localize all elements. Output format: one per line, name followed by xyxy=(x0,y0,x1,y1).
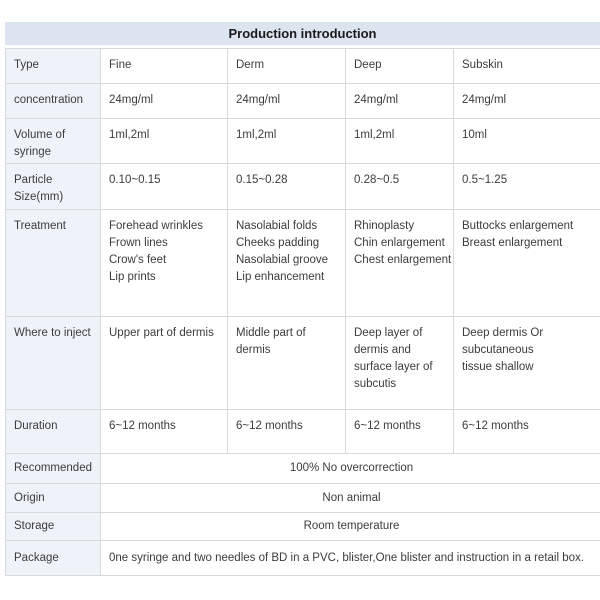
cell-line: Crow's feet xyxy=(109,254,167,266)
value-cell xyxy=(101,164,228,210)
table-row xyxy=(6,119,600,164)
value-cell xyxy=(454,210,600,317)
cell-line: 24mg/ml xyxy=(109,94,154,106)
cell-line: syringe xyxy=(14,146,52,158)
value-cell xyxy=(454,164,600,210)
cell-line: Recommended xyxy=(14,462,92,474)
cell-line: Treatment xyxy=(14,220,66,232)
value-cell xyxy=(454,84,600,119)
row-label-cell xyxy=(6,484,101,513)
value-cell xyxy=(454,49,600,84)
cell-line: Deep xyxy=(354,59,382,71)
cell-line: subcutis xyxy=(354,378,397,390)
row-label-cell xyxy=(6,317,101,410)
value-cell-merged: 0ne syringe and two needles of BD in a PVC, blister,One blister and instruction in a retail box. xyxy=(101,541,600,576)
cell-line: Frown lines xyxy=(109,237,168,249)
value-cell xyxy=(228,49,346,84)
table-row xyxy=(6,317,600,410)
cell-line: Deep layer of xyxy=(354,327,423,339)
row-label-cell xyxy=(6,513,101,541)
cell-line: Cheeks padding xyxy=(236,237,320,249)
value-cell-merged: 100% No overcorrection xyxy=(101,454,600,484)
cell-line: subcutaneous xyxy=(462,344,534,356)
cell-line: 0.15~0.28 xyxy=(236,174,288,186)
table-row xyxy=(6,541,600,576)
cell-line: 6~12 months xyxy=(109,420,176,432)
cell-line: Storage xyxy=(14,520,55,532)
cell-line: Nasolabial folds xyxy=(236,220,318,232)
value-cell xyxy=(346,410,454,454)
cell-line: Particle xyxy=(14,174,53,186)
table-title: Production introduction xyxy=(5,22,600,45)
cell-line: Rhinoplasty xyxy=(354,220,415,232)
value-cell xyxy=(346,119,454,164)
cell-line: Where to inject xyxy=(14,327,91,339)
value-cell xyxy=(346,317,454,410)
cell-line: Lip enhancement xyxy=(236,271,325,283)
cell-line: Deep dermis Or xyxy=(462,327,544,339)
cell-line: Upper part of dermis xyxy=(109,327,214,339)
row-label-cell xyxy=(6,49,101,84)
value-cell xyxy=(346,164,454,210)
cell-line: 6~12 months xyxy=(354,420,421,432)
cell-line: 0.10~0.15 xyxy=(109,174,161,186)
cell-line: 6~12 months xyxy=(236,420,303,432)
row-label-cell xyxy=(6,541,101,576)
cell-line: Fine xyxy=(109,59,132,71)
table-row xyxy=(6,454,600,484)
cell-line: dermis xyxy=(236,344,271,356)
table-row xyxy=(6,410,600,454)
table-row xyxy=(6,484,600,513)
cell-line: Package xyxy=(14,551,59,564)
cell-line: 0.28~0.5 xyxy=(354,174,400,186)
value-cell xyxy=(228,210,346,317)
cell-line: 10ml xyxy=(462,129,487,141)
cell-line: Nasolabial groove xyxy=(236,254,329,266)
value-cell xyxy=(101,84,228,119)
cell-line: 24mg/ml xyxy=(236,94,281,106)
cell-line: 6~12 months xyxy=(462,420,529,432)
cell-line: 1ml,2ml xyxy=(354,129,395,141)
cell-line: Chin enlargement xyxy=(354,237,445,249)
value-cell xyxy=(228,119,346,164)
table-row xyxy=(6,513,600,541)
cell-line: concentration xyxy=(14,94,84,106)
cell-line: Middle part of xyxy=(236,327,306,339)
cell-line: 1ml,2ml xyxy=(236,129,277,141)
table-row xyxy=(6,84,600,119)
row-label-cell xyxy=(6,119,101,164)
cell-line: 1ml,2ml xyxy=(109,129,150,141)
production-introduction-table xyxy=(5,22,600,576)
cell-line: 24mg/ml xyxy=(354,94,399,106)
cell-line: Duration xyxy=(14,420,58,432)
cell-line: Forehead wrinkles xyxy=(109,220,203,232)
row-label-cell xyxy=(6,164,101,210)
value-cell xyxy=(101,210,228,317)
cell-line: surface layer of xyxy=(354,361,433,373)
cell-line: Chest enlargement xyxy=(354,254,452,266)
value-cell xyxy=(454,410,600,454)
cell-line: 0.5~1.25 xyxy=(462,174,508,186)
cell-line: Type xyxy=(14,59,39,71)
table-row xyxy=(6,210,600,317)
table-row xyxy=(6,49,600,84)
cell-line: Subskin xyxy=(462,59,503,71)
row-label-cell xyxy=(6,410,101,454)
row-label-cell xyxy=(6,454,101,484)
value-cell xyxy=(228,317,346,410)
value-cell xyxy=(101,49,228,84)
cell-line: tissue shallow xyxy=(462,361,534,373)
row-label-cell xyxy=(6,84,101,119)
cell-line: Size(mm) xyxy=(14,191,64,203)
value-cell xyxy=(454,317,600,410)
cell-line: Breast enlargement xyxy=(462,237,563,249)
cell-line: Buttocks enlargement xyxy=(462,220,574,232)
cell-line: Derm xyxy=(236,59,265,71)
value-cell-merged: Non animal xyxy=(101,484,600,513)
value-cell xyxy=(346,210,454,317)
cell-line: Lip prints xyxy=(109,271,156,283)
spec-table xyxy=(5,48,600,576)
value-cell xyxy=(228,410,346,454)
value-cell xyxy=(228,164,346,210)
value-cell xyxy=(228,84,346,119)
value-cell-merged: Room temperature xyxy=(101,513,600,541)
value-cell xyxy=(101,119,228,164)
row-label-cell xyxy=(6,210,101,317)
cell-line: Origin xyxy=(14,491,45,504)
value-cell xyxy=(346,84,454,119)
cell-line: dermis and xyxy=(354,344,411,356)
cell-line: Volume of xyxy=(14,129,66,141)
table-row xyxy=(6,164,600,210)
value-cell xyxy=(346,49,454,84)
value-cell xyxy=(101,317,228,410)
value-cell xyxy=(454,119,600,164)
cell-line: 24mg/ml xyxy=(462,94,507,106)
value-cell xyxy=(101,410,228,454)
